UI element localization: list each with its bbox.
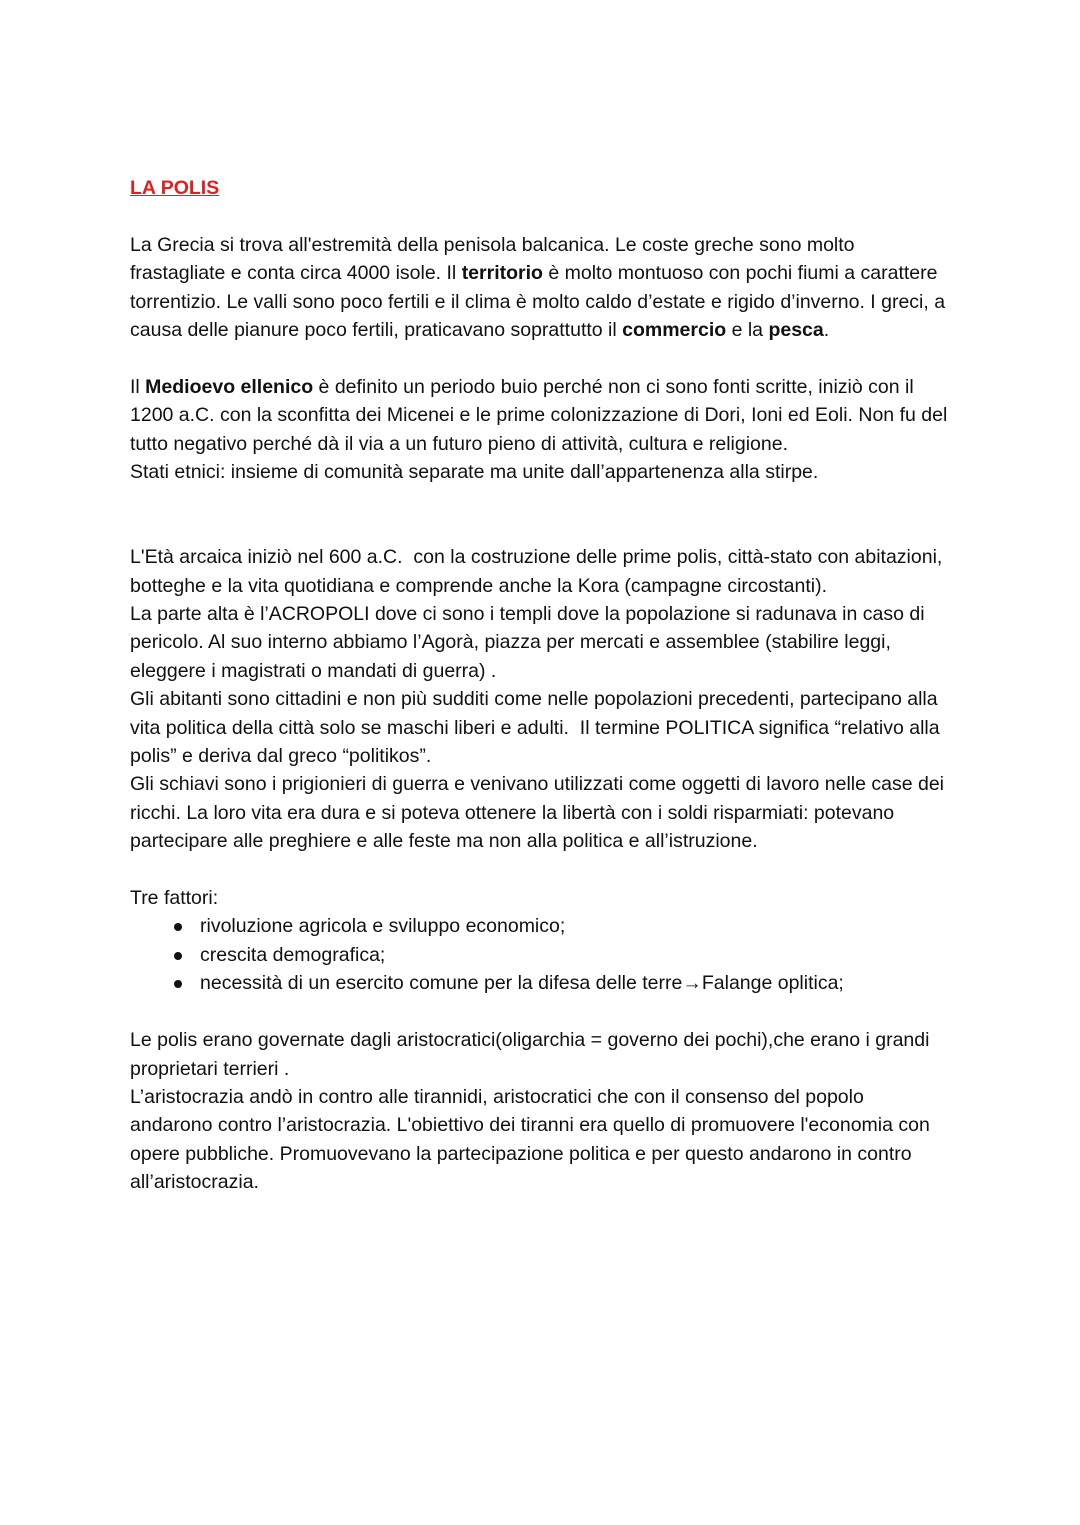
text-run: Tre fattori: — [130, 887, 219, 910]
list-item — [130, 969, 948, 997]
text-run: Gli abitanti sono cittadini e non più sudditi come nelle popolazioni precedenti, partecipano alla vita politica della città solo se maschi liberi e adulti. Il termine POLITICA significa “relativo alla polis” e deriva dal greco “politikos”. — [130, 688, 946, 768]
bold-text-run: pesca — [768, 319, 824, 342]
paragraph-schiavi — [130, 770, 948, 855]
text-run: L'Età arcaica iniziò nel 600 a.C. con la costruzione delle prime polis, città-stato con abitazioni, botteghe e la vita quotidiana e comprende anche la Kora (campagne circostanti). — [130, 546, 948, 597]
list-item-text: crescita demografica; — [200, 943, 386, 966]
paragraph-eta-arcaica — [130, 543, 948, 600]
text-run: LA POLIS — [130, 177, 220, 199]
paragraph-cittadini — [130, 685, 948, 770]
text-run: Stati etnici: insieme di comunità separate ma unite dall’appartenenza alla stirpe. — [130, 461, 819, 484]
blank-line — [130, 344, 948, 372]
text-run: Gli schiavi sono i prigionieri di guerra e venivano utilizzati come oggetti di lavoro nelle case dei ricchi. La loro vita era dura e si poteva ottenere la libertà con i soldi risparmiati: potevano partecipare alle preghiere e alle feste ma non alla politica e all’istruzione. — [130, 773, 950, 853]
text-run: è molto montuoso con pochi fiumi a carattere torrentizio. Le valli sono poco fertili e il clima è molto caldo d’estate e rigido d’inverno. I greci, a causa delle pianure poco fertili, praticavano soprattutto il — [130, 262, 951, 342]
paragraph-medioevo-ellenico — [130, 373, 953, 458]
list-item-text: rivoluzione agricola e sviluppo economico; — [200, 915, 566, 938]
bullet-icon — [174, 952, 182, 960]
blank-line — [130, 486, 948, 514]
blank-line — [130, 998, 948, 1026]
text-run: Il — [130, 375, 146, 398]
page-title — [130, 174, 948, 202]
paragraph-grecia — [130, 231, 951, 345]
paragraph-tirannidi — [130, 1083, 948, 1197]
text-run: . — [823, 319, 830, 342]
blank-line — [130, 856, 948, 884]
list-item — [130, 912, 948, 940]
document-content — [130, 174, 953, 1197]
list-item-text: necessità di un esercito comune per la difesa delle terre→Falange oplitica; — [200, 972, 844, 995]
blank-line — [130, 515, 948, 543]
text-run: L’aristocrazia andò in contro alle tirannidi, aristocratici che con il consenso del popolo andarono contro l’aristocrazia. L'obiettivo dei tiranni era quello di promuovere l'economia con opere pubbliche. Promuovevano la partecipazione politica e per questo andarono in contro all’aristocrazia. — [130, 1085, 936, 1194]
text-run: La parte alta è l’ACROPOLI dove ci sono i templi dove la popolazione si radunava in caso di pericolo. Al suo interno abbiamo l’Agorà, piazza per mercati e assemblee (stabilire leggi, eleggere i magistrati o mandati di guerra) . — [130, 603, 930, 682]
paragraph-acropoli — [130, 600, 948, 685]
bullet-icon — [174, 923, 182, 931]
paragraph-oligarchia — [130, 1026, 948, 1083]
text-run: è definito un periodo buio perché non ci sono fonti scritte, iniziò con il 1200 a.C. con la sconfitta dei Micenei e le prime colonizzazione di Dori, Ioni ed Eoli. Non fu del tutto negativo perché dà il via a un futuro pieno di attività, cultura e religione. — [130, 375, 953, 455]
tre-fattori-list — [130, 912, 948, 997]
blank-line — [130, 202, 948, 230]
text-run: Le polis erano governate dagli aristocratici(oligarchia = governo dei pochi),che erano i grandi proprietari terrieri . — [130, 1029, 935, 1080]
bold-text-run: Medioevo ellenico — [145, 375, 314, 398]
list-item — [130, 941, 948, 969]
paragraph-stati-etnici — [130, 458, 948, 486]
text-run: e la — [726, 319, 769, 342]
text-run: La Grecia si trova all'estremità della penisola balcanica. Le coste greche sono molto frastagliate e conta circa 4000 isole. Il — [130, 233, 860, 285]
paragraph-tre-fattori-label — [130, 884, 948, 912]
bold-text-run: territorio — [461, 262, 543, 285]
bullet-icon — [174, 980, 182, 988]
bold-text-run: commercio — [622, 319, 727, 342]
